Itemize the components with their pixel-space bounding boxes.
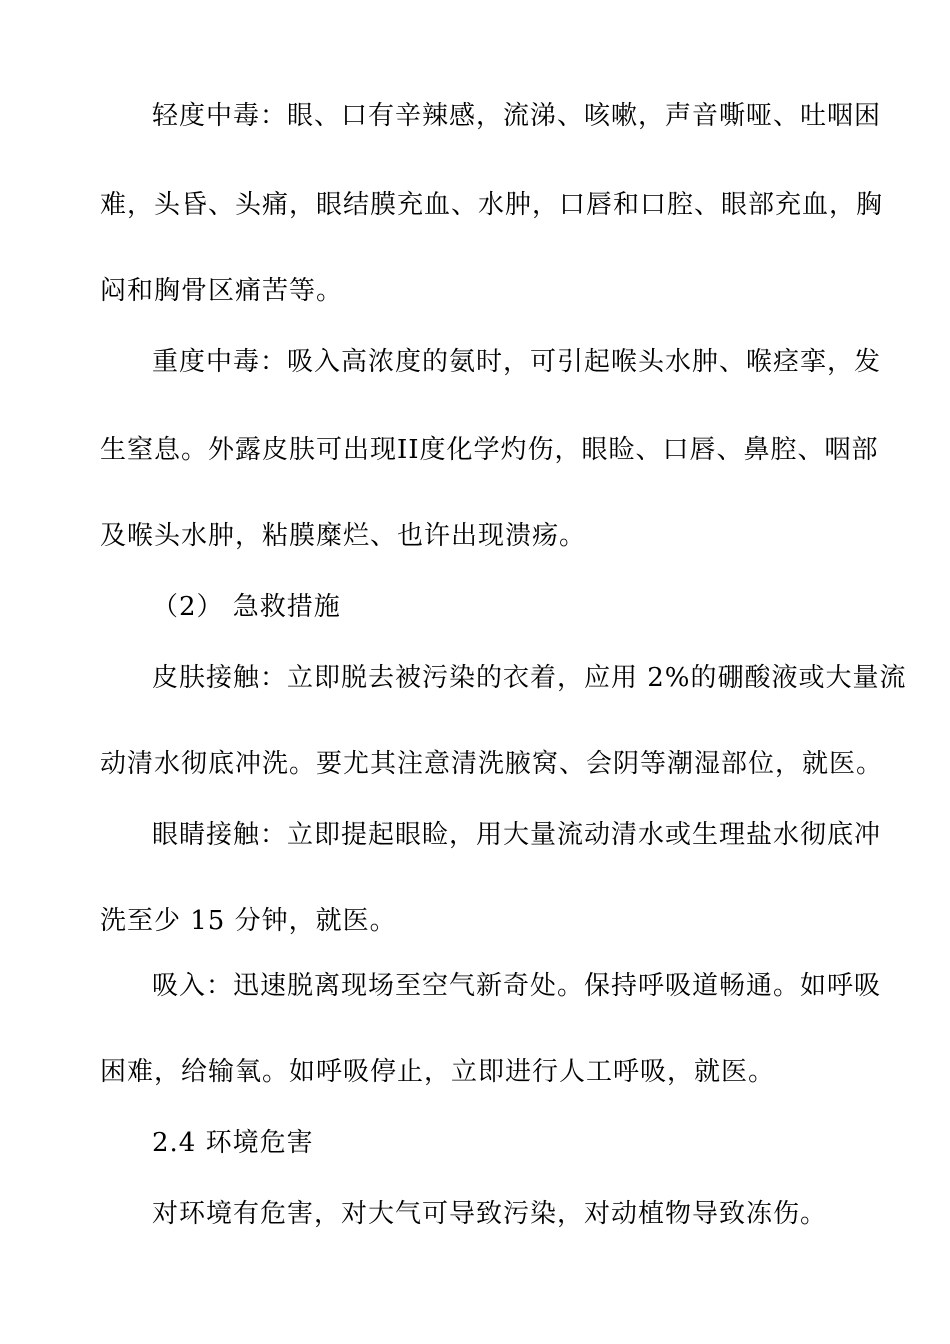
paragraph-inhalation-line-2: 困难，给输氧。如呼吸停止，立即进行人工呼吸，就医。 xyxy=(100,1057,776,1087)
section-heading-first-aid: （2） 急救措施 xyxy=(152,592,341,622)
paragraph-skin-contact-line-2: 动清水彻底冲洗。要尤其注意清洗腋窝、会阴等潮湿部位，就医。 xyxy=(100,749,884,779)
paragraph-severe-poisoning-line-2: 生窒息。外露皮肤可出现II度化学灼伤，眼睑、口唇、鼻腔、咽部 xyxy=(100,435,879,465)
paragraph-inhalation-line-1: 吸入：迅速脱离现场至空气新奇处。保持呼吸道畅通。如呼吸 xyxy=(152,971,882,1001)
paragraph-severe-poisoning-line-3: 及喉头水肿，粘膜糜烂、也许出现溃疡。 xyxy=(100,521,587,551)
paragraph-mild-poisoning-line-1: 轻度中毒：眼、口有辛辣感，流涕、咳嗽，声音嘶哑、吐咽困 xyxy=(152,101,882,131)
section-heading-environmental-hazard: 2.4 环境危害 xyxy=(152,1128,314,1158)
paragraph-mild-poisoning-line-3: 闷和胸骨区痛苦等。 xyxy=(100,276,344,306)
paragraph-severe-poisoning-line-1: 重度中毒：吸入高浓度的氨时，可引起喉头水肿、喉痉挛，发 xyxy=(152,347,882,377)
paragraph-eye-contact-line-1: 眼睛接触：立即提起眼睑，用大量流动清水或生理盐水彻底冲 xyxy=(152,820,882,850)
paragraph-mild-poisoning-line-2: 难，头昏、头痛，眼结膜充血、水肿，口唇和口腔、眼部充血，胸 xyxy=(100,190,884,220)
paragraph-skin-contact-line-1: 皮肤接触：立即脱去被污染的衣着，应用 2%的硼酸液或大量流 xyxy=(152,663,907,693)
paragraph-environmental-hazard: 对环境有危害，对大气可导致污染，对动植物导致冻伤。 xyxy=(152,1199,828,1229)
paragraph-eye-contact-line-2: 洗至少 15 分钟，就医。 xyxy=(100,906,397,936)
